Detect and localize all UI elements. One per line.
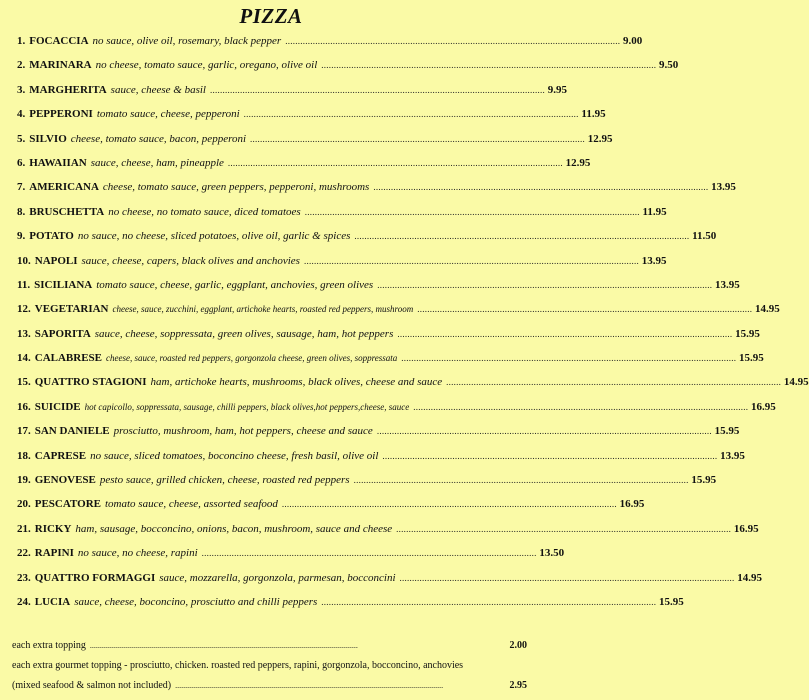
item-name: SAN DANIELE [34,425,110,438]
item-number: 19. [17,474,31,487]
item-description: tomato sauce, cheese, pepperoni [96,108,240,121]
dot-leader [354,230,688,242]
dot-leader [244,108,578,120]
extra-topping-label: each extra topping [12,640,86,651]
item-price: 13.50 [539,547,565,560]
item-name: CAPRESE [34,449,87,462]
item-description: ham, sausage, bocconcino, onions, bacon, mushroom, sauce and cheese [75,522,393,535]
menu-item [0,205,667,230]
dot-leader [400,572,734,584]
menu-item [0,547,565,571]
item-price: 16.95 [619,498,645,511]
gourmet-topping-label: each extra gourmet topping - prosciutto, chicken. roasted red peppers, rapini, gorgonzola, bocconcino, anchovies [12,660,464,671]
menu-title: PIZZA [239,4,303,28]
gourmet-topping-row [0,660,542,680]
item-price: 12.95 [587,132,613,145]
item-description: sauce, cheese & basil [110,83,206,96]
item-number: 6. [17,156,26,169]
item-price: 14.95 [737,571,763,584]
item-description: no sauce, no cheese, sliced potatoes, olive oil, garlic & spices [77,230,351,243]
item-name: PEPPERONI [29,108,93,121]
menu-item [0,498,645,522]
menu-item [0,400,776,425]
item-price: 15.95 [659,595,684,608]
dot-leader [396,523,730,535]
menu-item [0,230,717,254]
dot-leader [210,84,544,96]
menu-item [0,278,740,303]
item-price: 13.95 [711,181,736,194]
item-number: 7. [17,181,26,194]
item-number: 1. [17,35,26,47]
menu-item [0,474,717,498]
dot-leader [446,376,780,388]
menu-item [0,108,606,132]
extras-section [0,640,542,700]
menu-item [0,132,613,157]
dot-leader [90,640,506,651]
gourmet-note-row [0,680,542,700]
item-name: POTATO [29,230,74,243]
item-name: PESCATORE [34,498,101,511]
menu-item [0,59,679,83]
item-name: QUATTRO STAGIONI [34,376,147,389]
dot-leader [413,401,747,413]
item-description: no sauce, sliced tomatoes, boconcino cheese, fresh basil, olive oil [90,449,379,462]
item-number: 16. [17,400,31,413]
gourmet-topping-price: 2.95 [509,680,527,691]
dot-leader [202,547,536,559]
dot-leader [305,206,639,218]
item-number: 4. [17,108,26,121]
gourmet-note: (mixed seafood & salmon not included) [12,680,172,691]
item-number: 13. [17,327,31,340]
item-number: 21. [17,522,31,535]
item-price: 16.95 [733,522,759,535]
item-name: BRUSCHETTA [29,205,105,218]
item-name: MARGHERITA [29,83,107,96]
item-price: 13.95 [720,449,745,462]
item-description: no sauce, olive oil, rosemary, black pepper [92,35,282,47]
item-number: 18. [17,449,31,462]
menu-item [0,522,759,547]
item-description: no cheese, tomato sauce, garlic, oregano, olive oil [95,59,318,72]
item-price: 11.95 [581,108,606,121]
menu-item [0,181,736,205]
item-price: 13.95 [641,254,667,267]
item-description: cheese, sauce, zucchini, eggplant, artichoke hearts, roasted red peppers, mushroom [112,304,414,315]
item-name: SUICIDE [34,400,81,413]
dot-leader [377,279,711,291]
dot-leader [417,303,751,315]
item-name: RAPINI [34,547,74,560]
item-description: sauce, cheese, capers, black olives and anchovies [81,254,300,267]
dot-leader [228,157,562,169]
item-description: no cheese, no tomato sauce, diced tomatoes [108,205,301,218]
item-price: 12.95 [565,156,591,169]
dot-leader [397,328,731,340]
item-name: AMERICANA [29,181,99,194]
item-name: QUATTRO FORMAGGI [34,571,156,584]
item-number: 23. [17,571,31,584]
item-price: 15.95 [735,327,760,340]
menu-item [0,571,763,596]
menu-item [0,327,760,352]
dot-leader [285,35,619,47]
item-description: cheese, tomato sauce, bacon, pepperoni [70,132,247,145]
dot-leader [382,450,716,462]
item-name: NAPOLI [34,254,78,267]
dot-leader [401,352,735,364]
menu-item [0,425,740,449]
item-description: sauce, cheese, ham, pineapple [90,156,224,169]
item-name: MARINARA [29,59,92,72]
pizza-list [0,35,809,620]
item-name: RICKY [34,522,72,535]
item-number: 12. [17,303,31,316]
dot-leader [321,59,655,71]
item-description: cheese, tomato sauce, green peppers, pepperoni, mushrooms [102,181,370,194]
item-price: 14.95 [754,303,780,316]
dot-leader [175,680,505,691]
item-description: tomato sauce, cheese, assorted seafood [104,498,278,511]
item-description: sauce, cheese, soppressata, green olives, sausage, ham, hot peppers [94,327,394,340]
menu-item [0,156,591,181]
item-price: 15.95 [714,425,740,438]
item-number: 2. [17,59,26,72]
item-number: 22. [17,547,31,560]
item-number: 5. [17,132,26,145]
dot-leader [304,255,638,267]
item-price: 9.00 [622,35,643,47]
item-price: 9.50 [659,59,679,72]
item-number: 11. [17,278,31,291]
item-name: SAPORITA [34,327,91,340]
extra-topping-row [0,640,542,660]
dot-leader [250,133,584,145]
item-description: hot capicollo, soppressata, sausage, chilli peppers, black olives,hot peppers,cheese, sauce [84,401,410,412]
item-description: tomato sauce, cheese, garlic, eggplant, anchovies, green olives [96,278,374,291]
item-description: sauce, cheese, boconcino, prosciutto and chilli peppers [74,595,318,608]
item-number: 24. [17,595,31,608]
item-number: 15. [17,376,31,389]
menu-item [0,595,684,620]
item-price: 16.95 [750,400,776,413]
item-name: HAWAIIAN [29,156,87,169]
item-description: sauce, mozzarella, gorgonzola, parmesan, bocconcini [159,571,396,584]
item-price: 11.95 [642,205,667,218]
dot-leader [377,425,711,437]
item-number: 17. [17,425,31,438]
item-number: 14. [17,352,31,365]
item-name: VEGETARIAN [34,303,109,316]
dot-leader [282,498,616,510]
item-name: GENOVESE [34,474,96,487]
menu-item [0,35,643,59]
item-price: 11.50 [692,230,717,243]
item-name: SICILIANA [34,278,93,291]
item-description: no sauce, no cheese, rapini [77,547,198,560]
item-price: 14.95 [783,376,809,389]
item-price: 15.95 [691,474,717,487]
item-description: ham, artichoke hearts, mushrooms, black olives, cheese and sauce [150,376,443,389]
item-number: 20. [17,498,31,511]
menu-item [0,83,567,108]
item-number: 9. [17,230,26,243]
dot-leader [373,181,707,193]
dot-leader [354,474,688,486]
item-description: prosciutto, mushroom, ham, hot peppers, cheese and sauce [113,425,373,438]
item-price: 15.95 [739,352,764,365]
extra-topping-price: 2.00 [509,640,527,651]
menu-item [0,254,667,279]
item-number: 8. [17,205,26,218]
item-description: cheese, sauce, roasted red peppers, gorgonzola cheese, green olives, soppressata [106,353,398,364]
item-name: SILVIO [29,132,67,145]
item-price: 9.95 [547,83,567,96]
item-number: 10. [17,254,31,267]
menu-item [0,303,780,327]
menu-item [0,352,764,376]
item-price: 13.95 [714,278,740,291]
item-name: FOCACCIA [29,35,89,47]
menu-item [0,449,745,474]
item-description: pesto sauce, grilled chicken, cheese, roasted red peppers [99,474,350,487]
item-number: 3. [17,83,26,96]
dot-leader [321,596,655,608]
item-name: CALABRESE [34,352,102,365]
item-name: LUCIA [34,595,71,608]
menu-item [0,376,809,400]
